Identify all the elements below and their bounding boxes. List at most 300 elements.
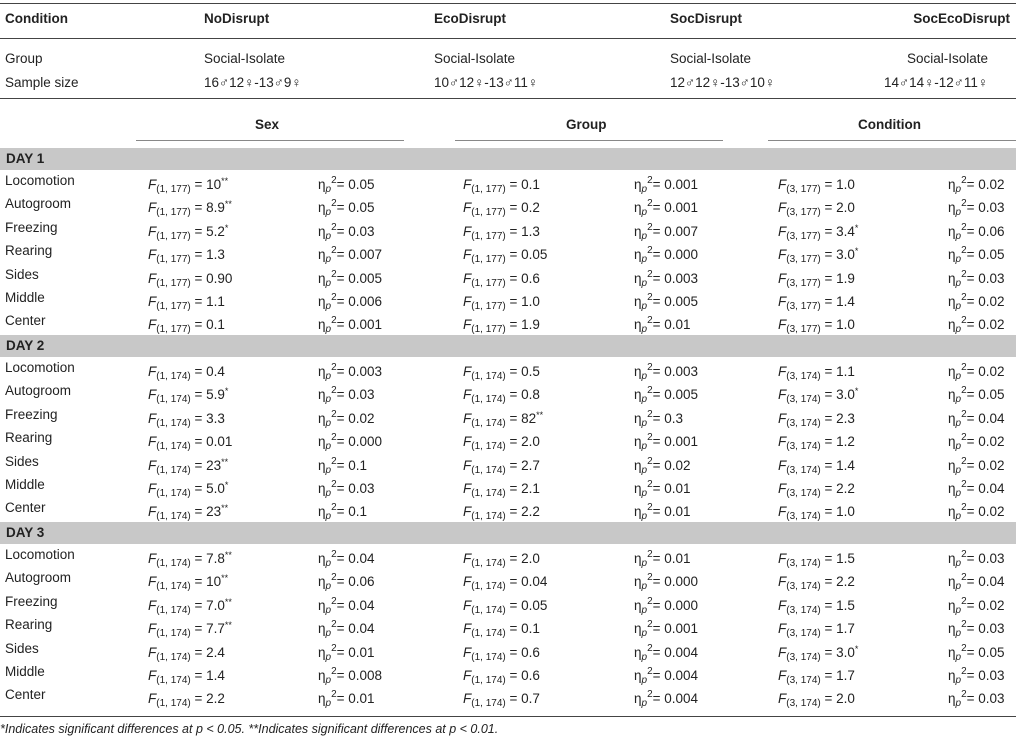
f-value: 2.2 [836, 481, 855, 496]
condition-eta-cell: $\eta_p^2= 0.05$ [948, 385, 1005, 405]
f-df: (1, 177) [156, 231, 191, 242]
f-value: 2.2 [836, 574, 855, 589]
eta-value: 0.04 [348, 598, 375, 613]
f-symbol: F [148, 691, 157, 706]
eta-symbol: η [318, 504, 326, 519]
eta-sup: 2 [331, 409, 337, 420]
f-symbol: F [463, 645, 472, 660]
eta-value: 0.006 [348, 294, 383, 309]
eta-symbol: η [318, 481, 326, 496]
eta-symbol: η [634, 481, 642, 496]
sex-f-cell: $F_{(1, 174)} = 10^{**}$ [148, 573, 229, 592]
f-df: (1, 174) [156, 558, 191, 569]
eta-value: 0.005 [664, 294, 699, 309]
sex-eta-cell: $\eta_p^2= 0.000$ [318, 432, 383, 452]
eta-sub: p [641, 698, 648, 709]
condition-eta-cell: $\eta_p^2= 0.05$ [948, 245, 1005, 265]
eta-sup: 2 [647, 245, 653, 256]
eta-sup: 2 [331, 666, 337, 677]
eta-sub: p [325, 698, 332, 709]
sex-eta-cell: $\eta_p^2= 0.007$ [318, 245, 383, 265]
eta-sub: p [955, 441, 962, 452]
group-f-cell: $F_{(1, 174)} = 0.7$ [463, 691, 540, 709]
significance-marker: ** [224, 199, 232, 209]
group-value: Social-Isolate [204, 51, 286, 66]
significance-marker: ** [221, 503, 229, 513]
eta-sup: 2 [647, 619, 653, 630]
measure-label: Sides [5, 267, 39, 282]
eta-sup: 2 [331, 456, 337, 467]
eta-sub: p [955, 652, 962, 663]
f-symbol: F [463, 317, 472, 332]
sex-f-cell: $F_{(1, 174)} = 7.7^{**}$ [148, 620, 232, 639]
factor-underline-group [455, 140, 723, 141]
eta-sub: p [955, 184, 962, 195]
f-symbol: F [148, 271, 157, 286]
f-symbol: F [778, 551, 787, 566]
header-rule [0, 38, 1016, 39]
f-symbol: F [463, 574, 472, 589]
f-value: 0.6 [521, 271, 540, 286]
f-value: 1.4 [206, 668, 225, 683]
eta-value: 0.003 [348, 364, 383, 379]
eta-sup: 2 [331, 432, 337, 443]
eta-sup: 2 [331, 689, 337, 700]
f-df: (3, 174) [786, 465, 821, 476]
f-symbol: F [778, 434, 787, 449]
f-symbol: F [148, 598, 157, 613]
sex-eta-cell: $\eta_p^2= 0.05$ [318, 198, 375, 218]
measure-label: Center [5, 500, 46, 515]
f-df: (3, 177) [786, 184, 821, 195]
f-df: (1, 177) [156, 207, 191, 218]
eta-value: 0.05 [348, 200, 375, 215]
eta-sup: 2 [331, 572, 337, 583]
significance-marker: ** [224, 620, 232, 630]
eta-sub: p [325, 581, 332, 592]
sex-f-cell: $F_{(1, 174)} = 7.0^{**}$ [148, 597, 232, 616]
eta-sub: p [641, 652, 648, 663]
eta-sup: 2 [331, 643, 337, 654]
f-df: (3, 174) [786, 511, 821, 522]
eta-value: 0.04 [978, 481, 1005, 496]
eta-sup: 2 [331, 292, 337, 303]
f-value: 1.5 [836, 598, 855, 613]
condition-eta-cell: $\eta_p^2= 0.02$ [948, 502, 1005, 522]
f-symbol: F [463, 458, 472, 473]
eta-sub: p [325, 628, 332, 639]
eta-value: 0.03 [348, 387, 375, 402]
measure-label: Rearing [5, 243, 53, 258]
eta-symbol: η [318, 458, 326, 473]
eta-symbol: η [318, 411, 326, 426]
eta-symbol: η [634, 364, 642, 379]
eta-value: 0.06 [348, 574, 375, 589]
eta-symbol: η [634, 224, 642, 239]
eta-sub: p [325, 207, 332, 218]
eta-symbol: η [634, 294, 642, 309]
eta-symbol: η [318, 271, 326, 286]
f-value: 2.0 [521, 551, 540, 566]
sex-eta-cell: $\eta_p^2= 0.04$ [318, 596, 375, 616]
eta-value: 0.005 [664, 387, 699, 402]
f-df: (3, 174) [786, 605, 821, 616]
f-value: 5.9 [206, 387, 225, 402]
sex-f-cell: $F_{(1, 174)} = 5.9^*$ [148, 386, 229, 405]
f-df: (1, 174) [471, 488, 506, 499]
f-value: 3.3 [206, 411, 225, 426]
condition-f-cell: $F_{(3, 177)} = 1.0$ [778, 177, 855, 195]
measure-label: Locomotion [5, 173, 75, 188]
f-value: 2.0 [521, 434, 540, 449]
f-symbol: F [148, 574, 157, 589]
f-value: 1.4 [836, 458, 855, 473]
f-df: (3, 177) [786, 207, 821, 218]
sex-eta-cell: $\eta_p^2= 0.03$ [318, 479, 375, 499]
eta-sup: 2 [961, 666, 967, 677]
condition-f-cell: $F_{(3, 174)} = 1.7$ [778, 668, 855, 686]
f-symbol: F [148, 224, 157, 239]
eta-sub: p [641, 441, 648, 452]
sex-f-cell: $F_{(1, 177)} = 1.1$ [148, 294, 225, 312]
significance-marker: ** [221, 176, 229, 186]
eta-value: 0.001 [664, 434, 699, 449]
condition-f-cell: $F_{(3, 177)} = 3.0^*$ [778, 246, 859, 265]
eta-symbol: η [318, 598, 326, 613]
f-df: (3, 177) [786, 324, 821, 335]
eta-sup: 2 [961, 502, 967, 513]
group-eta-cell: $\eta_p^2= 0.001$ [634, 175, 699, 195]
eta-symbol: η [634, 271, 642, 286]
sex-f-cell: $F_{(1, 177)} = 1.3$ [148, 247, 225, 265]
eta-value: 0.007 [348, 247, 383, 262]
f-value: 0.6 [521, 645, 540, 660]
sex-eta-cell: $\eta_p^2= 0.04$ [318, 619, 375, 639]
sex-f-cell: $F_{(1, 174)} = 0.4$ [148, 364, 225, 382]
f-symbol: F [778, 200, 787, 215]
eta-sup: 2 [331, 362, 337, 373]
eta-symbol: η [634, 177, 642, 192]
f-symbol: F [148, 645, 157, 660]
sex-eta-cell: $\eta_p^2= 0.01$ [318, 689, 375, 709]
group-eta-cell: $\eta_p^2= 0.005$ [634, 292, 699, 312]
sample-row-label: Sample size [5, 75, 79, 90]
f-value: 0.7 [521, 691, 540, 706]
f-symbol: F [148, 411, 157, 426]
f-value: 5.2 [206, 224, 225, 239]
f-df: (1, 177) [471, 324, 506, 335]
measure-label: Center [5, 313, 46, 328]
significance-marker: ** [536, 410, 544, 420]
eta-sub: p [955, 628, 962, 639]
group-f-cell: $F_{(1, 177)} = 0.2$ [463, 200, 540, 218]
f-symbol: F [148, 200, 157, 215]
f-df: (1, 177) [471, 278, 506, 289]
eta-value: 0.02 [978, 177, 1005, 192]
f-df: (1, 177) [156, 301, 191, 312]
eta-sub: p [325, 371, 332, 382]
condition-f-cell: $F_{(3, 174)} = 2.2$ [778, 481, 855, 499]
eta-symbol: η [948, 434, 956, 449]
f-value: 1.0 [521, 294, 540, 309]
condition-f-cell: $F_{(3, 174)} = 3.0^*$ [778, 386, 859, 405]
condition-eta-cell: $\eta_p^2= 0.02$ [948, 362, 1005, 382]
group-f-cell: $F_{(1, 174)} = 2.1$ [463, 481, 540, 499]
f-df: (1, 174) [156, 418, 191, 429]
eta-value: 0.02 [978, 458, 1005, 473]
eta-sub: p [325, 418, 332, 429]
f-value: 23 [206, 504, 222, 519]
eta-sub: p [955, 581, 962, 592]
f-symbol: F [778, 271, 787, 286]
eta-sub: p [641, 254, 648, 265]
f-symbol: F [148, 551, 157, 566]
measure-label: Freezing [5, 594, 58, 609]
eta-symbol: η [948, 271, 956, 286]
eta-sup: 2 [961, 362, 967, 373]
f-value: 1.4 [836, 294, 855, 309]
eta-sub: p [955, 511, 962, 522]
eta-sup: 2 [961, 456, 967, 467]
eta-sup: 2 [961, 409, 967, 420]
significance-marker: * [854, 386, 859, 396]
f-symbol: F [148, 668, 157, 683]
group-eta-cell: $\eta_p^2= 0.01$ [634, 549, 691, 569]
f-df: (1, 174) [471, 675, 506, 686]
eta-sup: 2 [961, 643, 967, 654]
group-f-cell: $F_{(1, 174)} = 2.7$ [463, 458, 540, 476]
eta-sup: 2 [961, 222, 967, 233]
f-symbol: F [463, 271, 472, 286]
f-value: 2.1 [521, 481, 540, 496]
eta-symbol: η [948, 364, 956, 379]
eta-symbol: η [634, 411, 642, 426]
f-df: (3, 174) [786, 675, 821, 686]
eta-symbol: η [318, 434, 326, 449]
col-header-ecodisrupt: EcoDisrupt [434, 11, 507, 26]
f-symbol: F [463, 294, 472, 309]
f-df: (1, 174) [471, 418, 506, 429]
condition-eta-cell: $\eta_p^2= 0.02$ [948, 456, 1005, 476]
f-df: (1, 174) [471, 698, 506, 709]
condition-eta-cell: $\eta_p^2= 0.04$ [948, 479, 1005, 499]
condition-eta-cell: $\eta_p^2= 0.03$ [948, 666, 1005, 686]
eta-symbol: η [634, 668, 642, 683]
condition-f-cell: $F_{(3, 174)} = 1.5$ [778, 551, 855, 569]
eta-symbol: η [634, 574, 642, 589]
f-symbol: F [778, 224, 787, 239]
sex-eta-cell: $\eta_p^2= 0.01$ [318, 643, 375, 663]
sample-size-value: 14♂14♀-12♂11♀ [883, 75, 988, 90]
f-symbol: F [463, 598, 472, 613]
eta-sub: p [641, 418, 648, 429]
eta-value: 0.01 [348, 645, 375, 660]
eta-sub: p [955, 207, 962, 218]
f-value: 2.0 [836, 691, 855, 706]
eta-sub: p [641, 675, 648, 686]
eta-sup: 2 [647, 643, 653, 654]
bottom-rule [0, 716, 1016, 717]
group-f-cell: $F_{(1, 177)} = 0.05$ [463, 247, 548, 265]
measure-label: Middle [5, 290, 45, 305]
measure-label: Middle [5, 664, 45, 679]
f-symbol: F [463, 364, 472, 379]
f-df: (1, 177) [156, 278, 191, 289]
f-value: 1.1 [836, 364, 855, 379]
f-df: (3, 177) [786, 231, 821, 242]
group-eta-cell: $\eta_p^2= 0.01$ [634, 479, 691, 499]
sex-f-cell: $F_{(1, 174)} = 23^{**}$ [148, 457, 229, 476]
f-symbol: F [148, 177, 157, 192]
eta-value: 0.04 [348, 551, 375, 566]
f-df: (1, 174) [156, 394, 191, 405]
f-symbol: F [148, 481, 157, 496]
f-symbol: F [778, 294, 787, 309]
eta-sub: p [641, 394, 648, 405]
f-symbol: F [463, 691, 472, 706]
f-df: (1, 174) [156, 581, 191, 592]
eta-symbol: η [318, 317, 326, 332]
eta-symbol: η [948, 621, 956, 636]
condition-f-cell: $F_{(3, 174)} = 1.5$ [778, 598, 855, 616]
group-eta-cell: $\eta_p^2= 0.003$ [634, 269, 699, 289]
group-f-cell: $F_{(1, 174)} = 2.0$ [463, 434, 540, 452]
eta-symbol: η [948, 458, 956, 473]
f-df: (1, 177) [156, 324, 191, 335]
measure-label: Freezing [5, 220, 58, 235]
eta-symbol: η [948, 411, 956, 426]
f-df: (1, 174) [471, 511, 506, 522]
f-df: (1, 177) [156, 254, 191, 265]
eta-sub: p [641, 488, 648, 499]
eta-value: 0.03 [348, 224, 375, 239]
eta-value: 0.04 [978, 574, 1005, 589]
measure-label: Center [5, 687, 46, 702]
f-symbol: F [778, 504, 787, 519]
f-df: (3, 177) [786, 278, 821, 289]
f-df: (1, 174) [471, 441, 506, 452]
f-symbol: F [463, 387, 472, 402]
condition-f-cell: $F_{(3, 174)} = 2.3$ [778, 411, 855, 429]
eta-sup: 2 [961, 315, 967, 326]
f-symbol: F [148, 294, 157, 309]
significance-marker: * [224, 223, 229, 233]
eta-sup: 2 [647, 502, 653, 513]
f-symbol: F [148, 434, 157, 449]
f-symbol: F [463, 411, 472, 426]
eta-value: 0.005 [348, 271, 383, 286]
group-eta-cell: $\eta_p^2= 0.001$ [634, 619, 699, 639]
group-eta-cell: $\eta_p^2= 0.001$ [634, 198, 699, 218]
eta-sub: p [325, 675, 332, 686]
f-value: 2.2 [206, 691, 225, 706]
group-eta-cell: $\eta_p^2= 0.01$ [634, 502, 691, 522]
f-symbol: F [778, 317, 787, 332]
eta-symbol: η [634, 551, 642, 566]
group-f-cell: $F_{(1, 177)} = 1.3$ [463, 224, 540, 242]
eta-sub: p [325, 605, 332, 616]
f-value: 7.7 [206, 621, 225, 636]
f-df: (3, 174) [786, 698, 821, 709]
f-symbol: F [148, 317, 157, 332]
day-label: DAY 1 [6, 151, 45, 166]
f-value: 23 [206, 458, 222, 473]
f-symbol: F [463, 481, 472, 496]
significance-marker: ** [224, 597, 232, 607]
eta-symbol: η [634, 504, 642, 519]
f-symbol: F [148, 247, 157, 262]
group-f-cell: $F_{(1, 174)} = 0.04$ [463, 574, 548, 592]
f-df: (3, 174) [786, 652, 821, 663]
eta-sup: 2 [331, 596, 337, 607]
eta-sub: p [641, 278, 648, 289]
condition-eta-cell: $\eta_p^2= 0.03$ [948, 619, 1005, 639]
condition-f-cell: $F_{(3, 174)} = 1.0$ [778, 504, 855, 522]
group-f-cell: $F_{(1, 177)} = 0.1$ [463, 177, 540, 195]
f-df: (3, 174) [786, 394, 821, 405]
f-symbol: F [463, 247, 472, 262]
eta-sup: 2 [331, 198, 337, 209]
f-value: 7.0 [206, 598, 225, 613]
significance-marker: * [854, 223, 859, 233]
significance-marker: ** [224, 550, 232, 560]
eta-symbol: η [634, 387, 642, 402]
eta-symbol: η [318, 224, 326, 239]
eta-value: 0.01 [664, 317, 691, 332]
measure-label: Locomotion [5, 547, 75, 562]
f-value: 2.0 [836, 200, 855, 215]
condition-eta-cell: $\eta_p^2= 0.06$ [948, 222, 1005, 242]
sex-f-cell: $F_{(1, 177)} = 0.1$ [148, 317, 225, 335]
group-eta-cell: $\eta_p^2= 0.01$ [634, 315, 691, 335]
f-value: 1.5 [836, 551, 855, 566]
eta-sub: p [955, 394, 962, 405]
eta-sub: p [325, 652, 332, 663]
f-value: 10 [206, 177, 222, 192]
group-eta-cell: $\eta_p^2= 0.004$ [634, 643, 699, 663]
eta-sup: 2 [331, 479, 337, 490]
f-symbol: F [463, 224, 472, 239]
eta-symbol: η [634, 691, 642, 706]
eta-sub: p [641, 184, 648, 195]
eta-sub: p [641, 231, 648, 242]
f-symbol: F [778, 364, 787, 379]
group-row-label: Group [5, 51, 43, 66]
f-symbol: F [778, 574, 787, 589]
eta-value: 0.004 [664, 668, 699, 683]
eta-symbol: η [318, 574, 326, 589]
f-value: 3.4 [836, 224, 855, 239]
eta-value: 0.1 [348, 458, 368, 473]
f-value: 1.0 [836, 504, 855, 519]
eta-symbol: η [318, 387, 326, 402]
f-symbol: F [463, 621, 472, 636]
measure-label: Middle [5, 477, 45, 492]
f-df: (1, 174) [156, 371, 191, 382]
f-symbol: F [463, 504, 472, 519]
eta-sub: p [325, 301, 332, 312]
f-df: (1, 174) [156, 465, 191, 476]
f-value: 82 [521, 411, 537, 426]
f-symbol: F [463, 668, 472, 683]
eta-symbol: η [948, 200, 956, 215]
eta-sup: 2 [647, 269, 653, 280]
eta-sub: p [955, 254, 962, 265]
factor-underline-condition [768, 140, 1016, 141]
group-f-cell: $F_{(1, 174)} = 0.5$ [463, 364, 540, 382]
f-symbol: F [778, 668, 787, 683]
eta-sub: p [955, 698, 962, 709]
